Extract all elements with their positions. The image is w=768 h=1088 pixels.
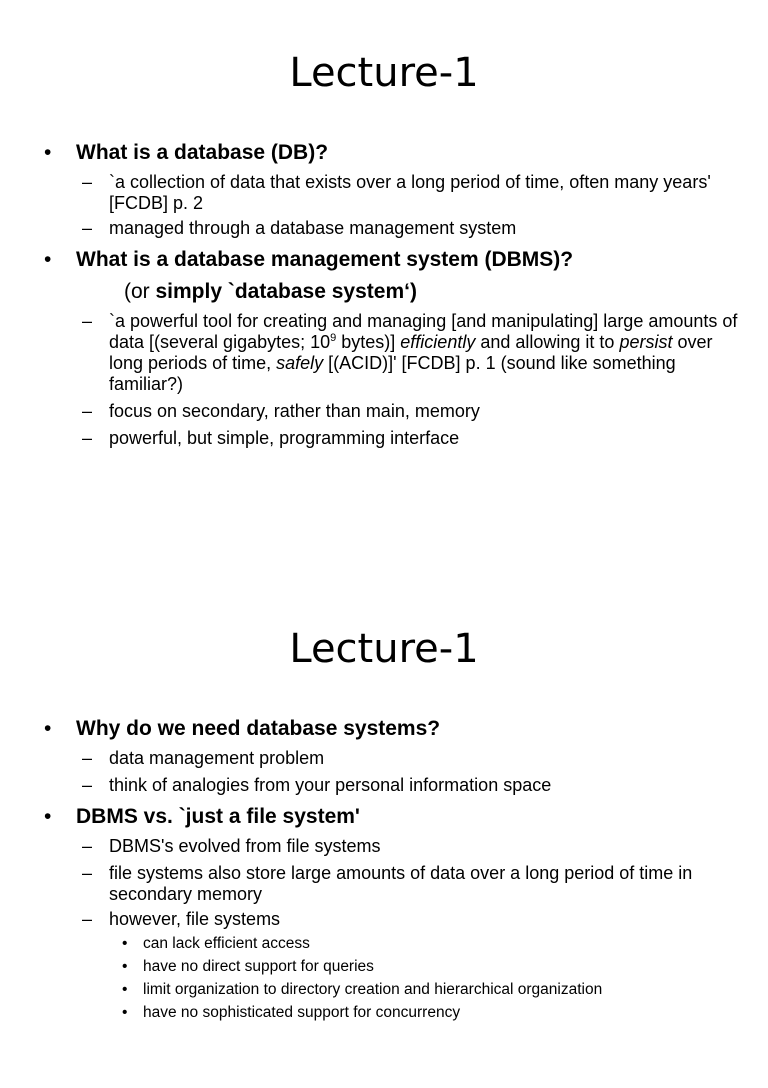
- sub-bullet: – powerful, but simple, programming interface: [44, 428, 744, 449]
- emphasis-persist: persist: [619, 332, 673, 352]
- slide-1: [0, 0, 768, 512]
- definition-text: over long periods of time,: [109, 332, 713, 373]
- sub-bullet-definition: [44, 311, 744, 395]
- sub-bullet: – data management problem: [44, 748, 744, 769]
- sub-sub-bullet: • can lack efficient access: [44, 933, 744, 954]
- sub-bullet: – however, file systems: [44, 909, 744, 930]
- bullet-question: • What is a database management system (DBMS)?: [44, 247, 744, 273]
- definition-text: `a powerful tool for creating and managing [and manipulating] large amounts of data [(several gigabytes; 10: [109, 311, 738, 352]
- bullet-continuation: [44, 279, 744, 305]
- sub-bullet: – focus on secondary, rather than main, memory: [44, 401, 744, 422]
- sub-sub-bullet: • have no direct support for queries: [44, 956, 744, 977]
- sub-sub-bullet: • limit organization to directory creation and hierarchical organization: [44, 979, 744, 1000]
- continuation-text: (or: [124, 280, 156, 303]
- bullet-question: • DBMS vs. `just a file system': [44, 804, 744, 830]
- bullet-question: • Why do we need database systems?: [44, 716, 744, 742]
- sub-bullet: – think of analogies from your personal information space: [44, 775, 744, 796]
- slide-title: Lecture-1: [289, 626, 479, 672]
- definition-text: bytes)]: [336, 332, 401, 352]
- slide-title: Lecture-1: [289, 50, 479, 96]
- emphasis-efficiently: efficiently: [400, 332, 476, 352]
- sub-bullet: – `a collection of data that exists over a long period of time, often many years' [FCDB] p. 2: [44, 172, 744, 214]
- slide-body: [44, 134, 744, 449]
- definition-text: and allowing it to: [475, 332, 620, 352]
- sub-sub-bullet: • have no sophisticated support for concurrency: [44, 1002, 744, 1023]
- sub-bullet: – file systems also store large amounts of data over a long period of time in secondary memory: [44, 863, 744, 905]
- slide-2: [0, 576, 768, 1088]
- bullet-question: • What is a database (DB)?: [44, 140, 744, 166]
- emphasis-safely: safely: [276, 353, 324, 373]
- continuation-bold: simply `database system‘): [155, 280, 417, 303]
- superscript: 9: [330, 332, 337, 344]
- sub-bullet: – DBMS's evolved from file systems: [44, 836, 744, 857]
- sub-bullet: – managed through a database management system: [44, 218, 744, 239]
- slide-body: [44, 710, 744, 1023]
- definition-text: [(ACID)]' [FCDB] p. 1 (sound like something familiar?): [109, 353, 676, 394]
